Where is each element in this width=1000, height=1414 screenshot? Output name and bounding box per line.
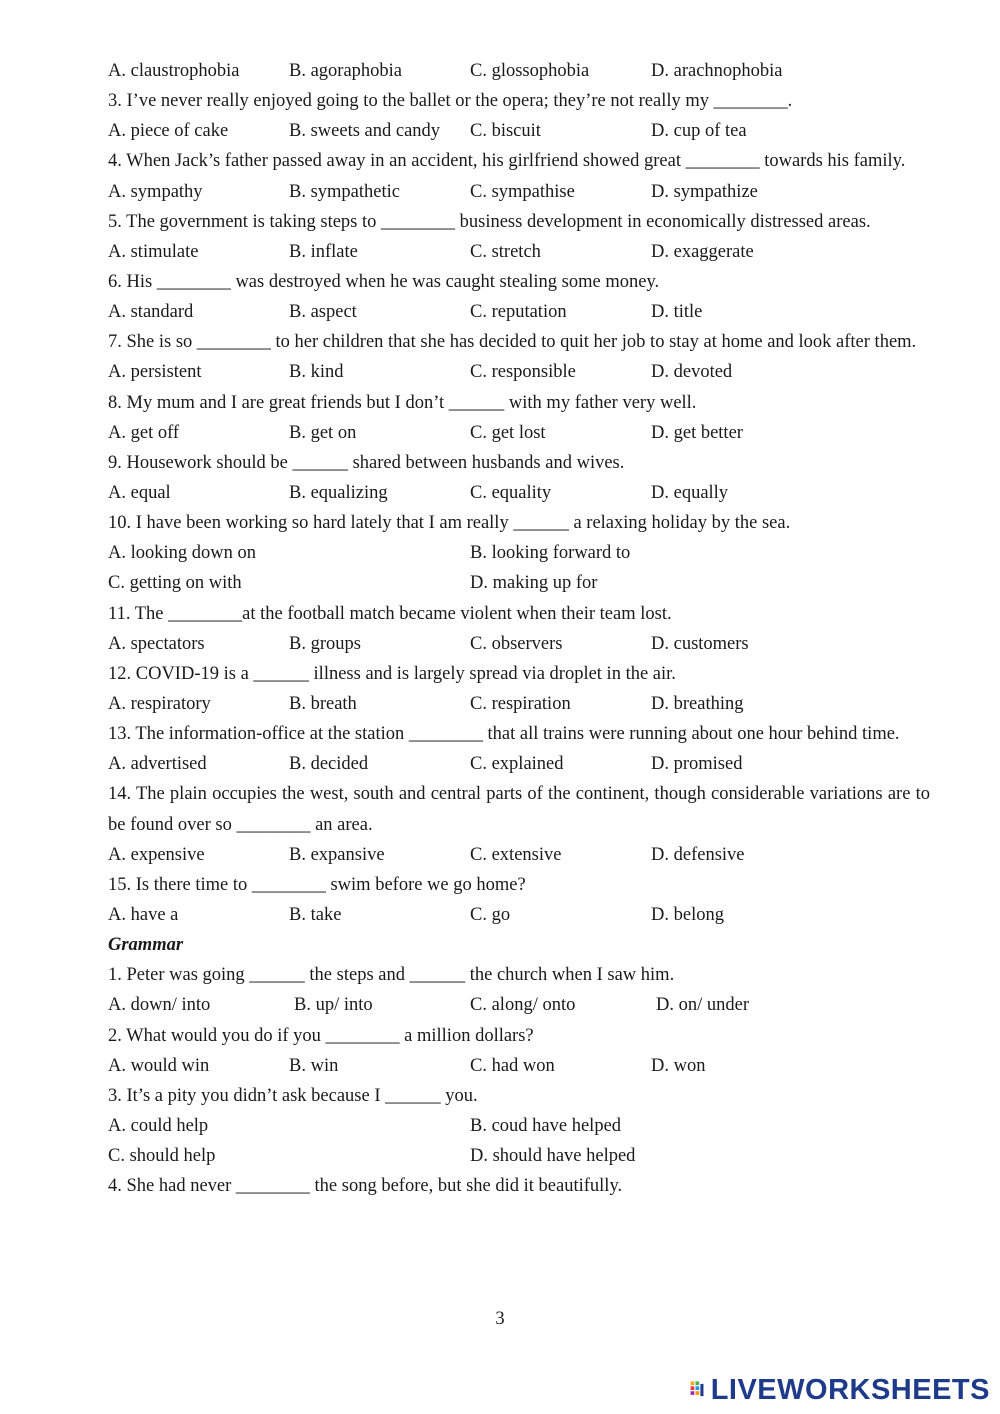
liveworksheets-brand — [690, 1370, 990, 1410]
options-row — [108, 689, 930, 719]
option-c: C. observers — [470, 633, 563, 654]
option-b: B. breath — [289, 693, 357, 714]
option-c: C. stretch — [470, 241, 541, 262]
brand-text: LIVEWORKSHEETS — [710, 1373, 990, 1406]
question-text: 1. Peter was going ______ the steps and ______ the church when I saw him. — [108, 965, 675, 986]
option-c: C. extensive — [470, 844, 562, 865]
option-d: D. defensive — [651, 844, 745, 865]
option-a: A. stimulate — [108, 241, 199, 262]
option-d: D. sympathize — [651, 181, 758, 202]
option-d: D. get better — [651, 422, 743, 443]
liveworksheets-logo-icon — [690, 1374, 705, 1406]
option-a: A. would win — [108, 1055, 210, 1076]
option-d: D. devoted — [651, 362, 733, 383]
options-row — [108, 478, 930, 508]
option-b: B. sweets and candy — [289, 121, 441, 142]
question-text: 7. She is so ________ to her children that she has decided to quit her job to stay at home and look after them. — [108, 332, 917, 353]
options-row — [108, 177, 930, 207]
option-a: A. sympathy — [108, 181, 203, 202]
option-b: B. get on — [289, 422, 357, 443]
option-b: B. decided — [289, 754, 369, 775]
option-c: C. go — [470, 905, 511, 926]
options-row — [108, 990, 930, 1020]
option-a: A. piece of cake — [108, 121, 229, 142]
option-a: A. equal — [108, 483, 171, 503]
options-row — [108, 1141, 930, 1171]
option-d: D. cup of tea — [651, 121, 747, 142]
options-row — [108, 297, 930, 327]
options-row — [108, 840, 930, 870]
question-text: 2. What would you do if you ________ a million dollars? — [108, 1025, 534, 1046]
option-c: C. sympathise — [470, 181, 575, 202]
option-a: A. persistent — [108, 362, 202, 383]
option-a: A. get off — [108, 422, 180, 443]
option-b: B. looking forward to — [470, 543, 631, 564]
options-row — [108, 749, 930, 779]
option-b: B. equalizing — [289, 483, 388, 503]
question-text: 12. COVID-19 is a ______ illness and is largely spread via droplet in the air. — [108, 663, 676, 684]
option-b: B. take — [289, 905, 342, 926]
option-d: D. customers — [651, 633, 749, 654]
options-row — [108, 357, 930, 387]
option-c: C. responsible — [470, 362, 576, 383]
options-row — [108, 56, 930, 86]
option-d: D. should have helped — [470, 1146, 636, 1167]
options-row — [108, 1111, 930, 1141]
option-b: B. aspect — [289, 302, 357, 323]
option-c: C. get lost — [470, 422, 546, 443]
question-text: 15. Is there time to ________ swim before we go home? — [108, 874, 526, 895]
question-text: 6. His ________ was destroyed when he was caught stealing some money. — [108, 272, 660, 292]
option-d: D. title — [651, 302, 703, 323]
option-a: A. down/ into — [108, 995, 211, 1016]
option-b: B. expansive — [289, 844, 385, 865]
option-d: D. on/ under — [656, 995, 749, 1016]
option-c: C. reputation — [470, 302, 567, 323]
option-d: D. won — [651, 1055, 706, 1076]
options-row — [108, 418, 930, 448]
options-row — [108, 538, 930, 568]
option-c: C. respiration — [470, 693, 571, 714]
option-a: A. have a — [108, 905, 179, 926]
option-c: C. glossophobia — [470, 61, 590, 81]
options-row — [108, 1051, 930, 1081]
option-d: D. making up for — [470, 573, 598, 594]
option-d: D. equally — [651, 483, 729, 503]
option-d: D. exaggerate — [651, 241, 754, 262]
question-text: 13. The information-office at the station ________ that all trains were running about one hour behind time. — [108, 724, 900, 745]
option-a: A. respiratory — [108, 693, 211, 714]
option-a: A. standard — [108, 302, 194, 323]
option-c: C. had won — [470, 1055, 555, 1076]
options-row — [108, 629, 930, 659]
option-c: C. should help — [108, 1146, 216, 1167]
option-b: B. coud have helped — [470, 1116, 622, 1136]
options-row — [108, 568, 930, 598]
option-b: B. up/ into — [294, 995, 373, 1016]
option-c: C. explained — [470, 754, 564, 775]
option-d: D. breathing — [651, 693, 744, 714]
option-c: C. equality — [470, 483, 552, 503]
question-text: 14. The plain occupies the west, south and central parts of the continent, though considerable variations are to be found over so ________ an area. — [108, 784, 930, 835]
option-a: A. looking down on — [108, 543, 256, 564]
option-b: B. kind — [289, 362, 344, 383]
options-row — [108, 900, 930, 930]
option-b: B. win — [289, 1055, 339, 1076]
option-b: B. agoraphobia — [289, 61, 403, 81]
question-text: 4. When Jack’s father passed away in an accident, his girlfriend showed great ________ towards his family. — [108, 151, 906, 172]
option-b: B. inflate — [289, 241, 358, 262]
options-row — [108, 116, 930, 146]
question-text: 3. It’s a pity you didn’t ask because I ______ you. — [108, 1085, 478, 1106]
option-c: C. getting on with — [108, 573, 242, 594]
section-heading: Grammar — [108, 935, 184, 956]
question-text: 4. She had never ________ the song before, but she did it beautifully. — [108, 1176, 623, 1197]
question-text: 8. My mum and I are great friends but I don’t ______ with my father very well. — [108, 392, 697, 413]
question-text: 10. I have been working so hard lately that I am really ______ a relaxing holiday by the sea. — [108, 513, 791, 534]
question-text: 5. The government is taking steps to ________ business development in economically distressed areas. — [108, 211, 871, 232]
option-a: A. could help — [108, 1116, 209, 1136]
option-d: D. belong — [651, 905, 724, 926]
option-a: A. advertised — [108, 754, 207, 775]
option-a: A. claustrophobia — [108, 61, 240, 81]
worksheet-content — [108, 56, 930, 1201]
option-b: B. sympathetic — [289, 181, 400, 202]
option-c: C. biscuit — [470, 121, 541, 142]
question-text: 9. Housework should be ______ shared between husbands and wives. — [108, 452, 625, 473]
option-d: D. arachnophobia — [651, 61, 783, 81]
options-row — [108, 237, 930, 267]
option-a: A. spectators — [108, 633, 205, 654]
option-a: A. expensive — [108, 844, 205, 865]
option-d: D. promised — [651, 754, 743, 775]
page-number: 3 — [495, 1309, 505, 1329]
question-text: 3. I’ve never really enjoyed going to the ballet or the opera; they’re not really my ________. — [108, 91, 793, 112]
option-c: C. along/ onto — [470, 995, 576, 1016]
option-b: B. groups — [289, 633, 361, 654]
question-text: 11. The ________at the football match became violent when their team lost. — [108, 603, 672, 624]
